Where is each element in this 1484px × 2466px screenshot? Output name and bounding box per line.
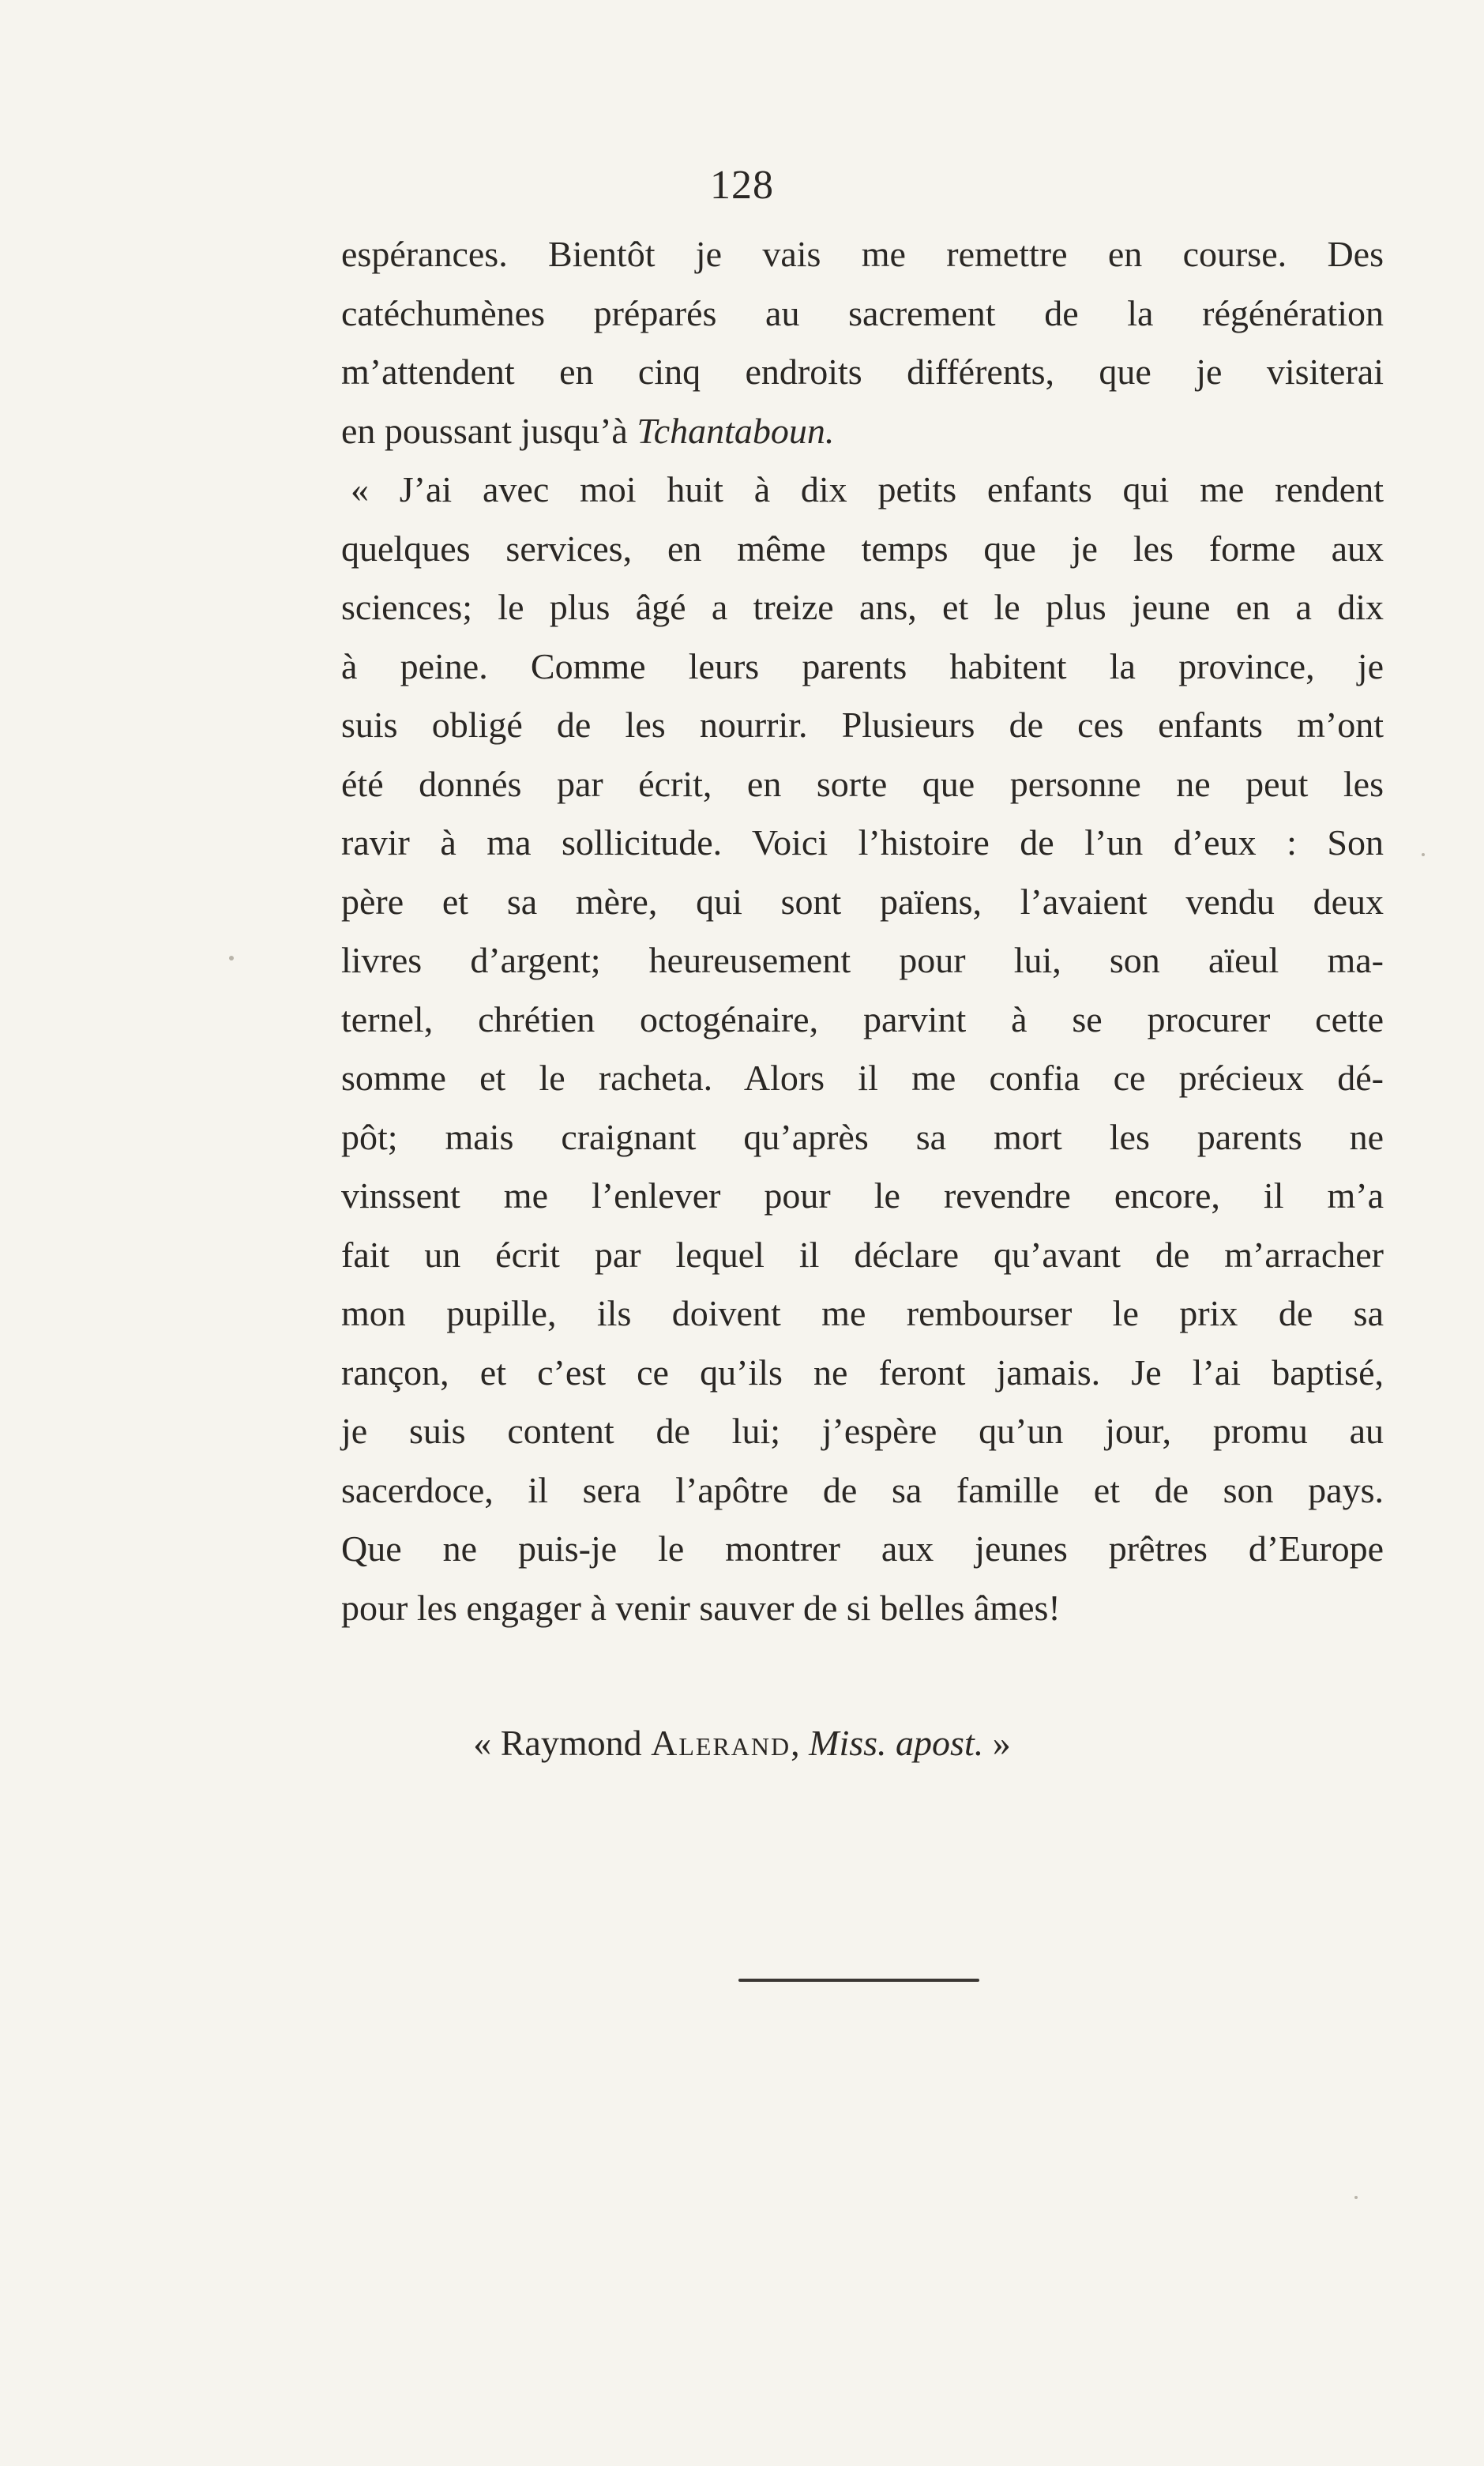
signature-title: Miss. apost. — [809, 1723, 984, 1763]
paper-speck — [1354, 2196, 1358, 2199]
text-fragment: en poussant jusqu’à — [341, 410, 637, 451]
text-line: à peine. Comme leurs parents habitent la province, je — [341, 645, 1384, 686]
text-line — [341, 402, 1384, 461]
signature-surname: Alerand — [651, 1723, 791, 1763]
text-line: Que ne puis-je le montrer aux jeunes prêtres d’Europe — [341, 1528, 1384, 1569]
paper-speck — [229, 956, 234, 960]
body-text — [341, 225, 1384, 1637]
text-line: vinssent me l’enlever pour le revendre encore, il m’a — [341, 1175, 1384, 1216]
text-line: catéchumènes préparés au sacrement de la régénération — [341, 292, 1384, 333]
text-line: je suis content de lui; j’espère qu’un jour, promu au — [341, 1411, 1384, 1451]
signature-separator: , — [791, 1723, 810, 1763]
text-line: quelques services, en même temps que je les forme aux — [341, 528, 1384, 569]
text-line: ternel, chrétien octogénaire, parvint à se procurer cette — [341, 998, 1384, 1039]
text-line: suis obligé de les nourrir. Plusieurs de ces enfants m’ont — [341, 705, 1384, 745]
text-line: m’attendent en cinq endroits différents, que je visiterai — [341, 351, 1384, 392]
signature-name: Raymond — [500, 1723, 652, 1763]
text-line: pôt; mais craignant qu’après sa mort les parents ne — [341, 1116, 1384, 1157]
open-quote: « — [473, 1723, 501, 1763]
text-line: somme et le racheta. Alors il me confia ce précieux dé- — [341, 1058, 1384, 1098]
text-line: été donnés par écrit, en sorte que personne ne peut les — [341, 763, 1384, 804]
text-line: sciences; le plus âgé a treize ans, et le plus jeune en a dix — [341, 587, 1384, 627]
place-name: Tchantaboun. — [637, 410, 835, 451]
text-line: espérances. Bientôt je vais me remettre en course. Des — [341, 234, 1384, 274]
text-line: ravir à ma sollicitude. Voici l’histoire de l’un d’eux : Son — [341, 822, 1384, 863]
signature — [0, 1722, 1484, 1764]
text-line: fait un écrit par lequel il déclare qu’avant de m’arracher — [341, 1234, 1384, 1275]
text-line: livres d’argent; heureusement pour lui, son aïeul ma- — [341, 940, 1384, 980]
text-line: rançon, et c’est ce qu’ils ne feront jamais. Je l’ai baptisé, — [341, 1351, 1384, 1393]
page-number: 128 — [710, 163, 774, 208]
text-line: sacerdoce, il sera l’apôtre de sa famille et de son pays. — [341, 1469, 1384, 1510]
section-divider — [738, 1979, 979, 1982]
close-quote: » — [983, 1723, 1011, 1763]
paper-speck — [1422, 853, 1425, 856]
text-line: père et sa mère, qui sont païens, l’avaient vendu deux — [341, 881, 1384, 922]
text-line: mon pupille, ils doivent me rembourser le prix de sa — [341, 1293, 1384, 1333]
text-line: pour les engager à venir sauver de si belles âmes! — [341, 1587, 1061, 1628]
text-line: « J’ai avec moi huit à dix petits enfants qui me rendent — [351, 469, 1384, 509]
